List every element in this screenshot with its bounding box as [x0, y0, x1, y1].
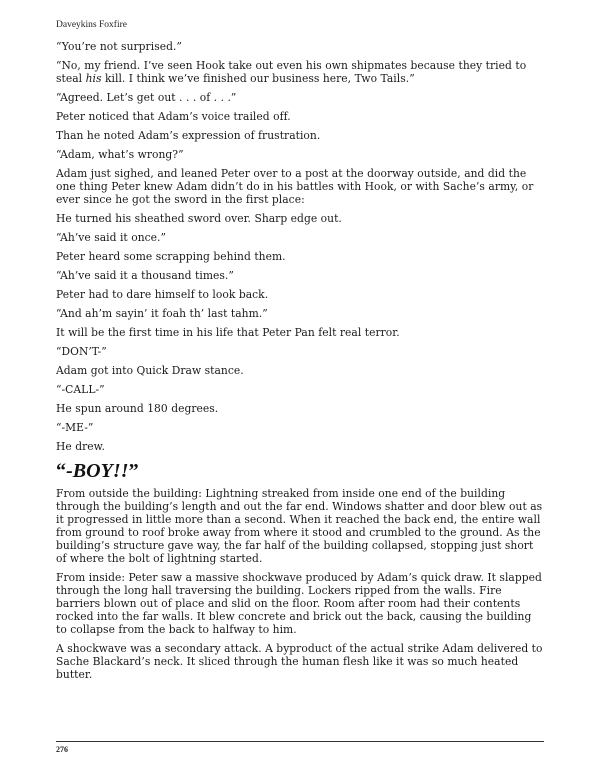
close-quote: ”	[128, 460, 139, 482]
running-header: Daveykins Foxfire	[56, 20, 127, 30]
exclamation-heading	[56, 459, 544, 483]
paragraph: “Ah’ve said it once.”	[56, 231, 167, 244]
paragraph: “DON’T-”	[56, 345, 107, 358]
paragraph: “-ME-”	[56, 421, 94, 434]
body-text	[56, 40, 544, 687]
exclamation-word: -BOY!!	[66, 460, 129, 482]
paragraph: Than he noted Adam’s expression of frustration.	[56, 129, 321, 142]
paragraph: Peter had to dare himself to look back.	[56, 288, 269, 301]
footer-divider	[56, 741, 544, 742]
paragraph: It will be the first time in his life that Peter Pan felt real terror.	[56, 326, 400, 339]
paragraph: “Ah’ve said it a thousand times.”	[56, 269, 234, 282]
paragraph: Peter heard some scrapping behind them.	[56, 250, 286, 263]
paragraph: “And ah’m sayin’ it foah th’ last tahm.”	[56, 307, 268, 320]
paragraph: Adam just sighed, and leaned Peter over to a post at the doorway outside, and did the one thing Peter knew Adam didn’t do in his battles with Hook, or with Sache’s army, or ever since he got the sword in the first place:	[56, 167, 534, 206]
italic-text: his	[85, 72, 102, 85]
paragraph: “Adam, what’s wrong?”	[56, 148, 184, 161]
paragraph: “-CALL-”	[56, 383, 105, 396]
paragraph: He turned his sheathed sword over. Sharp edge out.	[56, 212, 342, 225]
page-number: 276	[56, 745, 68, 754]
paragraph	[56, 59, 544, 85]
paragraph: From outside the building: Lightning streaked from inside one end of the building through the building’s length and out the far end. Windows shatter and door blew out as it progressed in little more than a second. When it reached the back end, the entire wall from ground to roof broke away from where it stood and crumbled to the ground. As the building’s structure gave way, the far half of the building collapsed, stopping just short of where the bolt of lightning started.	[56, 487, 543, 565]
paragraph: Peter noticed that Adam’s voice trailed off.	[56, 110, 291, 123]
paragraph: From inside: Peter saw a massive shockwave produced by Adam’s quick draw. It slapped through the long hall traversing the building. Lockers ripped from the walls. Fire barriers blown out of place and slid on the floor. Room after room had their contents rocked into the far walls. It blew concrete and brick out the back, causing the building to collapse from the back to halfway to him.	[56, 571, 542, 636]
paragraph: A shockwave was a secondary attack. A byproduct of the actual strike Adam delivered to Sache Blackard’s neck. It sliced through the human flesh like it was so much heated butter.	[56, 642, 543, 681]
paragraph: He spun around 180 degrees.	[56, 402, 219, 415]
text-run: kill. I think we’ve finished our business here, Two Tails.”	[101, 72, 415, 85]
text-run: “No, my friend. I’ve seen Hook take out even his own shipmates because they tried to steal	[56, 59, 527, 85]
paragraph: “Agreed. Let’s get out . . . of . . .”	[56, 91, 237, 104]
paragraph: He drew.	[56, 440, 105, 453]
paragraph: “You’re not surprised.”	[56, 40, 182, 53]
paragraph: Adam got into Quick Draw stance.	[56, 364, 244, 377]
open-quote: “	[56, 460, 67, 482]
